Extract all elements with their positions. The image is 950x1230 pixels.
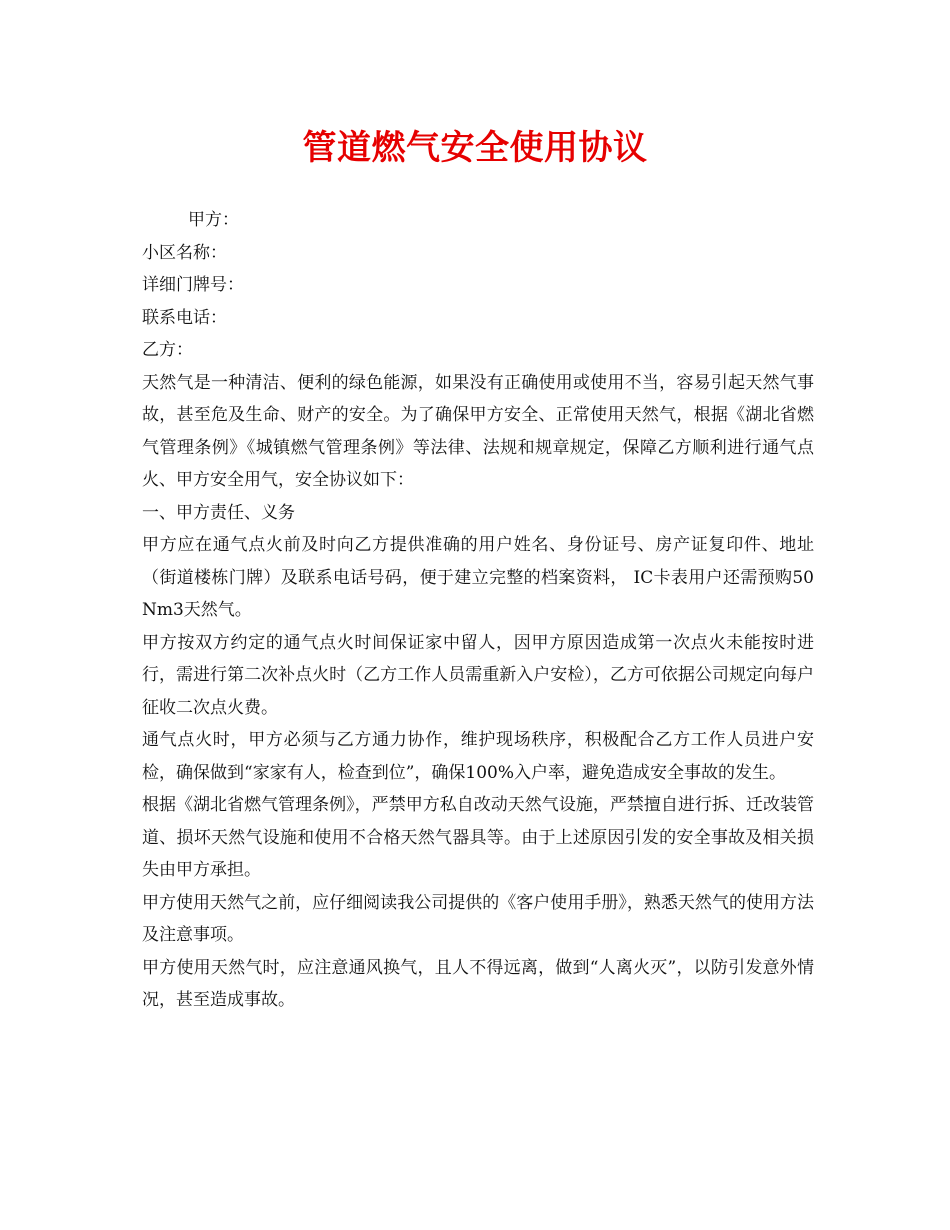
clause-paragraph: 根据《湖北省燃气管理条例》，严禁甲方私自改动天然气设施，严禁擅自进行拆、迁改装管道、损坏天然气设施和使用不合格天然气器具等。由于上述原因引发的安全事故及相关损失由甲方承担。 <box>142 795 814 880</box>
party-a-field: 甲方： <box>188 210 239 230</box>
clause-paragraph: 通气点火时，甲方必须与乙方通力协作，维护现场秩序，积极配合乙方工作人员进户安检，确保做到“家家有人，检查到位”，确保100%入户率，避免造成安全事故的发生。 <box>142 730 814 783</box>
clause-paragraph: 甲方按双方约定的通气点火时间保证家中留人，因甲方原因造成第一次点火未能按时进行，需进行第二次补点火时（乙方工作人员需重新入户安检），乙方可依据公司规定向每户征收二次点火费。 <box>142 632 814 718</box>
community-name-field: 小区名称： <box>142 242 227 263</box>
clause-paragraph: 甲方使用天然气时，应注意通风换气，且人不得远离，做到“人离火灭”，以防引发意外情况，甚至造成事故。 <box>142 957 814 1010</box>
document-body <box>142 204 814 1017</box>
contact-phone-field: 联系电话： <box>142 307 227 328</box>
clause-paragraph: 甲方应在通气点火前及时向乙方提供准确的用户姓名、身份证号、房产证复印件、地址（街道楼栋门牌）及联系电话号码，便于建立完整的档案资料， IC卡表用户还需预购50Nm3天然气。 <box>142 535 814 620</box>
party-b-field: 乙方： <box>142 340 193 360</box>
section-heading: 一、甲方责任、义务 <box>142 502 295 523</box>
door-number-field: 详细门牌号： <box>142 275 244 295</box>
intro-paragraph: 天然气是一种清洁、便利的绿色能源，如果没有正确使用或使用不当，容易引起天然气事故，甚至危及生命、财产的安全。为了确保甲方安全、正常使用天然气，根据《湖北省燃气管理条例》《城镇燃气管理条例》等法律、法规和规章规定，保障乙方顺利进行通气点火、甲方安全用气，安全协议如下： <box>142 372 814 490</box>
document-title: 管道燃气安全使用协议 <box>302 128 648 168</box>
clause-paragraph: 甲方使用天然气之前，应仔细阅读我公司提供的《客户使用手册》，熟悉天然气的使用方法及注意事项。 <box>142 892 814 945</box>
